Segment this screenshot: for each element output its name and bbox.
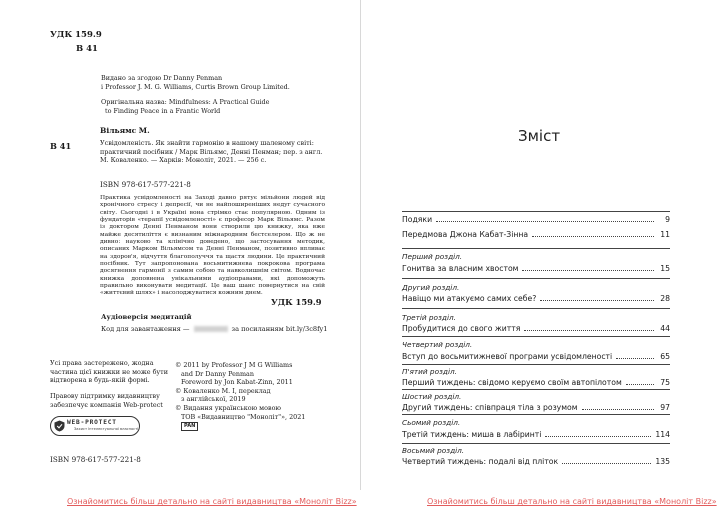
toc-entry-title: Передмова Джона Кабат-Зінна [402,230,529,239]
isbn: ISBN 978-617-577-221-8 [100,180,191,189]
toc-entry-page: 44 [660,324,670,333]
toc-entry-title: Гонитва за власним хвостом [402,264,519,273]
dot-leader [540,294,654,301]
publisher-mark: PAN [181,422,198,431]
dot-leader [582,403,654,410]
copyright-line: and Dr Danny Penman [181,369,254,378]
toc-title: Зміст [518,127,561,145]
toc-part-entry [402,402,670,413]
badge-brand-text: WEB-PROTECT [67,419,117,426]
annotation-text: Практика усвідомленості на Заході давно рятує мільйони людей від хронічного стресу і депресії, чи не найпоширеніших недуг сучасного світу. Сьогодні і в Україні вона стрімко стає популярною. Одним із фундаторів «терапії усвідомленості» є професор Марк Вільямс. Разом із доктором Денні Пенманом вони створили цю книжку, яка вже майже десятиліття є визнаним міжнародним бестселером. Що ж не дивно: науково та клінічно доведено, що застосування методик, описаних Марком Вільямсом та Денні Пенманом, позитивно впливає на здоров'я, відчуття благополуччя та щастя людини. Це практичний посібник. Тут запропонована восьмитижнева покрокова програма досягнення гармонії з самим собою та навколишнім світом. Водночас книжка доповнена унікальними аудіоправами, які допоможуть правильно виконувати медитації. Це ваш шанс повернутися на свій «життєвий шлях» і насолоджуватися кожним днем. [100,195,325,297]
author-name: Вільямс М. [100,126,150,135]
copyright-line: ТОВ «Видавництво "Моноліт"», 2021 [181,412,306,421]
toc-entry[interactable] [402,351,670,362]
dot-leader [522,264,654,271]
toc-part-entry [402,456,670,467]
toc-entry-title: Пробудитися до свого життя [402,324,521,333]
side-catalog-code: В 41 [50,141,72,151]
toc-part-label: Сьомий розділ. [402,418,461,427]
copyright-line: © 2011 by Professor J M G Williams [175,361,293,369]
toc-entry-page: 75 [660,378,670,387]
dot-leader [616,352,654,359]
rights-reserved: Усі права застережено, жодна частина цієї книжки не може бути відтворена в будь-якій формі. [50,359,168,385]
toc-part-entry [402,351,670,362]
toc-entry-page: 11 [660,230,670,239]
shield-icon [54,420,65,432]
copyright-line: Foreword by Jon Kabat-Zinn, 2011 [181,378,293,387]
download-link[interactable]: за посиланням bit.ly/3c8fy1 [231,325,328,333]
toc-entry-page: 15 [660,264,670,273]
toc-part-entry [402,293,670,304]
toc-entry-title: Четвертий тиждень: подалі від пліток [402,457,559,466]
dot-leader [524,324,654,331]
toc-separator [402,211,670,212]
permission-line: Видано за згодою Dr Danny Penman [101,74,223,82]
original-title-note [101,98,269,115]
toc-entry-title: Вступ до восьмитижневої програми усвідомленості [402,352,613,361]
toc-entry-title: Навіщо ми атакуємо самих себе? [402,294,537,303]
download-prefix: Код для завантаження — [101,325,190,333]
toc-part-label: Восьмий розділ. [402,446,465,455]
toc-part-label: Четвертий розділ. [402,340,473,349]
publisher-promo-link[interactable]: Ознайомитись більш детально на сайті видавництва «Моноліт Bizz» [427,497,717,506]
toc-entry-page: 114 [655,430,670,439]
legal-protection-note: Правову підтримку видавництву забезпечує компанія Web-protect [50,392,163,409]
download-code-line [101,325,327,333]
permission-note [101,74,290,91]
bibliographic-description: Усвідомленість. Як знайти гармонію в нашому шаленому світі: практичний посібник / Марк Вільямс, Денні Пенман; пер. з англ. М. Коваленко. — Харків: Моноліт, 2021. — 256 с. [100,139,323,165]
toc-entry-page: 28 [660,294,670,303]
toc-entry-page: 65 [660,352,670,361]
dot-leader [532,230,654,237]
page-divider [360,0,361,490]
copyright-line: © Коваленко М. І, переклад [175,386,271,395]
toc-separator [402,248,670,249]
toc-entry[interactable] [402,263,670,274]
copyright-line: з англійської, 2019 [181,395,246,404]
toc-separator [402,414,670,415]
toc-separator [402,308,670,309]
toc-entry[interactable] [402,214,670,225]
dot-leader [545,430,651,437]
toc-entry[interactable] [402,229,670,240]
toc-separator [402,443,670,444]
web-protect-logo [50,416,140,436]
toc-part-entry [402,263,670,274]
toc-front-matter [402,214,670,240]
toc-part-entry [402,377,670,388]
toc-part-entry [402,429,670,440]
toc-entry[interactable] [402,429,670,440]
toc-entry[interactable] [402,402,670,413]
original-line: to Finding Peace in a Frantic World [105,106,221,115]
copyright-block [175,361,305,431]
udk-code: УДК 159.9 [50,30,102,40]
toc-entry-page: 97 [660,403,670,412]
toc-entry-title: Другий тиждень: співпраця тіла з розумом [402,403,578,412]
catalog-code: В 41 [76,44,98,54]
publisher-promo-link[interactable]: Ознайомитись більш детально на сайті видавництва «Моноліт Bizz» [67,497,357,506]
toc-part-label: Другий розділ. [402,283,460,292]
toc-part-label: П'ятий розділ. [402,367,457,376]
udk-code-secondary: УДК 159.9 [271,297,322,307]
toc-part-entry [402,323,670,334]
isbn-bottom: ISBN 978-617-577-221-8 [50,455,141,464]
original-line: Оригінальна назва: Mindfulness: A Practical Guide [101,98,270,106]
badge-subtitle: Захист інтелектуальної власності [74,427,139,431]
toc-entry-page: 9 [665,215,670,224]
toc-entry-title: Перший тиждень: свідомо керуємо своїм автопілотом [402,378,622,387]
dot-leader [562,457,651,464]
toc-entry-title: Третій тиждень: миша в лабіринті [402,430,542,439]
copyright-line: © Видання українською мовою [175,403,281,412]
toc-separator [402,336,670,337]
toc-separator [402,389,670,390]
toc-entry[interactable] [402,323,670,334]
toc-entry[interactable] [402,456,670,467]
blurred-code [194,326,228,332]
toc-entry[interactable] [402,293,670,304]
toc-part-label: Третій розділ. [402,313,456,322]
toc-separator [402,364,670,365]
permission-line: і Professor J. M. G. Williams, Curtis Brown Group Limited. [101,82,290,91]
toc-separator [402,278,670,279]
audio-version-heading: Аудіоверсія медитацій [101,313,192,321]
toc-part-label: Шостий розділ. [402,392,462,401]
dot-leader [626,378,654,385]
toc-entry[interactable] [402,377,670,388]
toc-entry-page: 135 [655,457,670,466]
toc-entry-title: Подяки [402,215,433,224]
toc-part-label: Перший розділ. [402,252,463,261]
dot-leader [436,215,654,222]
